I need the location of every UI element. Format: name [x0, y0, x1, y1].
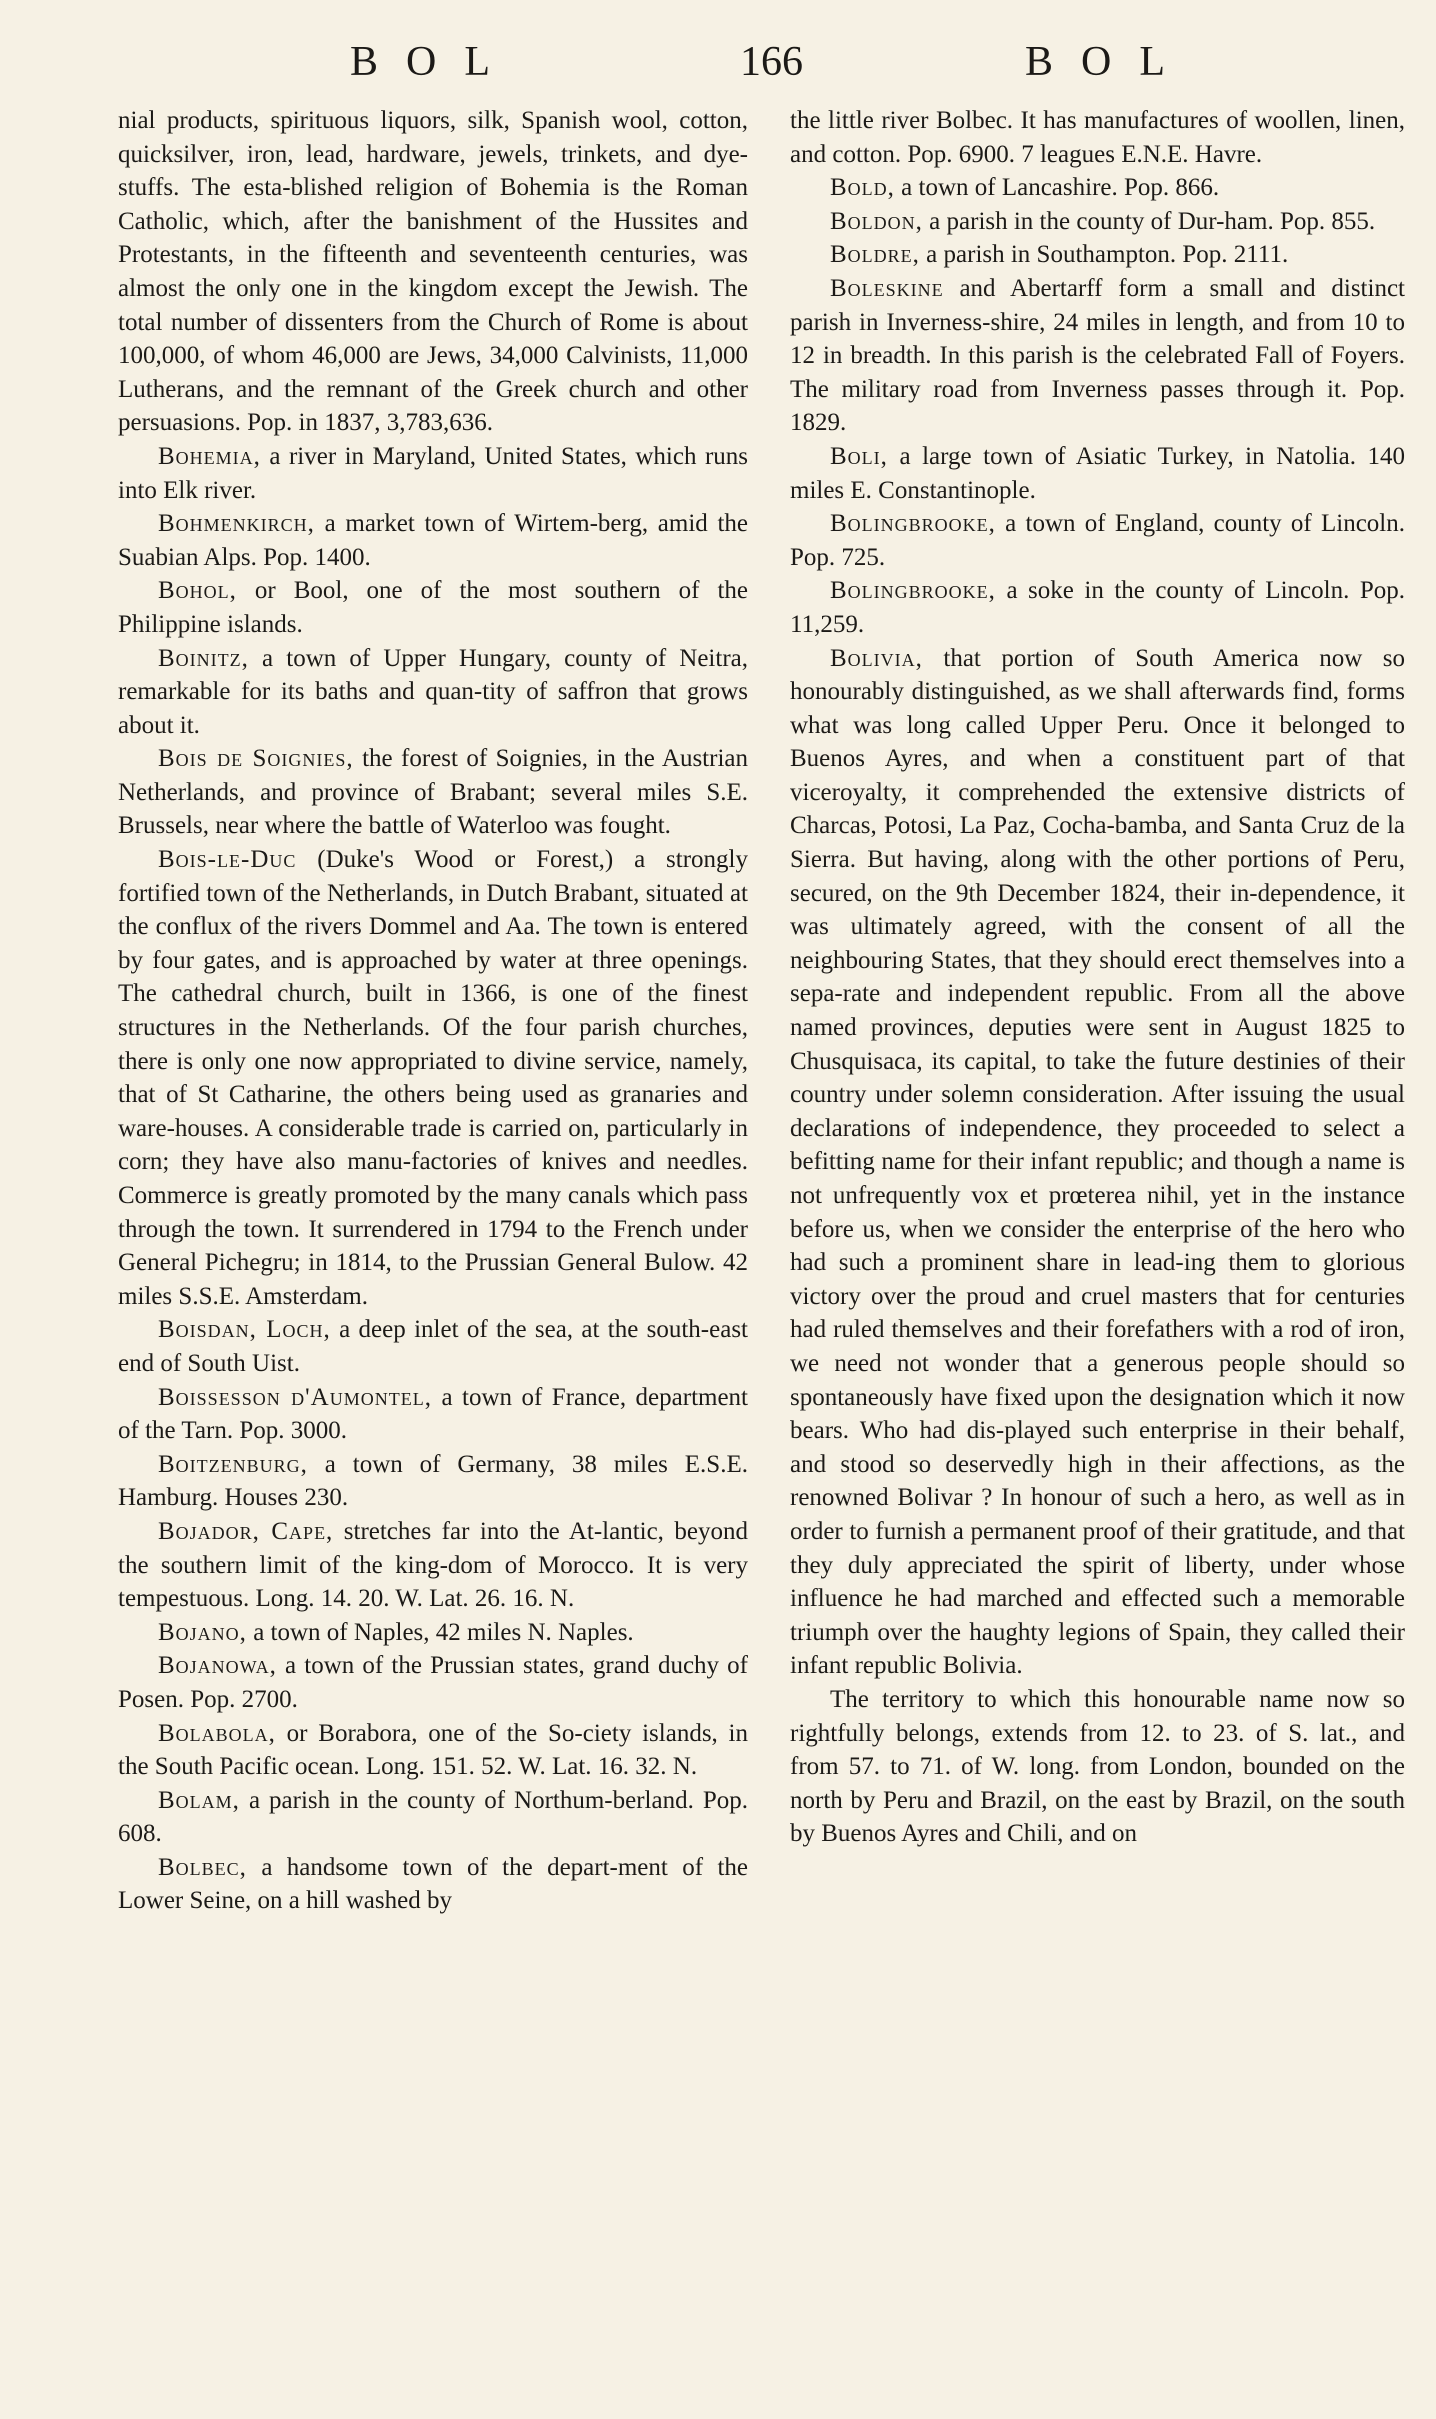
- right-column: [790, 104, 1405, 1851]
- entry-text: a parish in Southampton. Pop. 2111.: [919, 241, 1289, 269]
- entry: [118, 843, 748, 1313]
- entry-text: nial products, spirituous liquors, silk, Spanish wool, cotton, quicksilver, iron, lead, hardware, jewels, trinkets, and dye-stuffs. The esta-blished religion of Bohemia is the Roman Catholic, which, after the banishment of the Hussites and Protestants, in the fifteenth and seventeenth centuries, was almost the only one in the kingdom except the Jewish. The total number of dissenters from the Church of Rome is about 100,000, of whom 46,000 are Jews, 34,000 Calvinists, 11,000 Lutherans, and the remnant of the Greek church and other persuasions. Pop. in 1837, 3,783,636.: [118, 107, 748, 437]
- entry: [118, 507, 748, 574]
- entry: [790, 440, 1405, 507]
- entry-headword: Bolbec,: [158, 1853, 247, 1881]
- entry-text: or Bool, one of the most southern of the Philippine islands.: [118, 577, 748, 638]
- entry-headword: Boissesson d'Aumontel,: [158, 1383, 432, 1411]
- entry-text: a parish in the county of Northum-berland. Pop. 608.: [118, 1786, 748, 1848]
- entry-headword: Boinitz,: [158, 644, 249, 672]
- entry: [790, 642, 1405, 1683]
- page-number: 166: [740, 39, 803, 85]
- entry-headword: Bojanowa,: [158, 1652, 277, 1680]
- entry-headword: Bold,: [830, 174, 895, 202]
- entry-headword: Boleskine: [830, 274, 944, 302]
- entry: [118, 742, 748, 843]
- entry-headword: Bolingbrooke,: [830, 577, 996, 605]
- running-header: [110, 38, 1331, 98]
- entry-text: a market town of Wirtem-berg, amid the Suabian Alps. Pop. 1400.: [118, 510, 748, 571]
- entry-text: the forest of Soignies, in the Austrian Netherlands, and province of Brabant; several miles S.E. Brussels, near where the battle of Waterloo was fought.: [118, 745, 748, 840]
- entry-headword: Boli,: [830, 442, 888, 470]
- entry: [790, 574, 1405, 641]
- entry: [118, 1381, 748, 1448]
- entry: [118, 574, 748, 641]
- entry: [790, 238, 1405, 272]
- header-right-guide-word: BOL: [1025, 39, 1193, 85]
- entry-text: a town of the Prussian states, grand duchy of Posen. Pop. 2700.: [118, 1652, 748, 1713]
- entry: [118, 1851, 748, 1918]
- entry-headword: Bois de Soignies,: [158, 745, 354, 773]
- entry-text: a soke in the county of Lincoln. Pop. 11,259.: [790, 577, 1405, 638]
- entry-text: a town of France, department of the Tarn. Pop. 3000.: [118, 1383, 749, 1445]
- entry-text: and Abertarff form a small and distinct parish in Inverness-shire, 24 miles in length, and from 10 to 12 in breadth. In this parish is the celebrated Fall of Foyers. The military road from Inverness passes through it. Pop. 1829.: [790, 274, 1405, 437]
- entry-headword: Bohol,: [158, 577, 237, 605]
- entry-headword: Boisdan, Loch,: [158, 1316, 331, 1344]
- entry-headword: Boldre,: [830, 241, 920, 269]
- entry: [790, 272, 1405, 440]
- entry: [790, 171, 1405, 205]
- entry-headword: Bois-le-Duc: [158, 846, 297, 874]
- entry-headword: Bolabola,: [158, 1719, 276, 1747]
- entry-text: a river in Maryland, United States, which runs into Elk river.: [118, 442, 748, 504]
- entry-text: a town of Upper Hungary, county of Neitra, remarkable for its baths and quan-tity of saffron that grows about it.: [118, 644, 748, 739]
- entry: [118, 1515, 748, 1616]
- entry-text: a town of Germany, 38 miles E.S.E. Hamburg. Houses 230.: [118, 1450, 748, 1512]
- entry-headword: Bojano,: [158, 1618, 247, 1646]
- entry-text: (Duke's Wood or Forest,) a strongly fortified town of the Netherlands, in Dutch Brabant, situated at the conflux of the rivers Dommel and Aa. The town is entered by four gates, and is approached by water at three openings. The cathedral church, built in 1366, is one of the finest structures in the Netherlands. Of the four parish churches, there is only one now appropriated to divine service, namely, that of St Catharine, the others being used as granaries and ware-houses. A considerable trade is carried on, particularly in corn; they have also manu-factories of knives and needles. Commerce is greatly promoted by the many canals which pass through the town. It surrendered in 1794 to the French under General Pichegru; in 1814, to the Prussian General Bulow. 42 miles S.S.E. Amsterdam.: [118, 846, 748, 1310]
- entry-headword: Boldon,: [830, 207, 923, 235]
- entry-headword: Bolingbrooke,: [830, 510, 996, 538]
- entry: [118, 1717, 748, 1784]
- entry: [790, 507, 1405, 574]
- entry: [790, 205, 1405, 239]
- left-column: [118, 104, 748, 1918]
- entry: [118, 1784, 748, 1851]
- entry: [118, 642, 748, 743]
- entry: [790, 1683, 1405, 1851]
- entry-headword: Bohemia,: [158, 442, 261, 470]
- entry-text: a town of Lancashire. Pop. 866.: [894, 174, 1220, 202]
- entry-text: a handsome town of the depart-ment of the Lower Seine, on a hill washed by: [118, 1853, 748, 1915]
- entry: [118, 1649, 748, 1716]
- entry: [118, 1313, 748, 1380]
- entry: [118, 440, 748, 507]
- entry-text: a deep inlet of the sea, at the south-east end of South Uist.: [118, 1316, 749, 1377]
- entry: [118, 104, 748, 440]
- entry-text: that portion of South America now so honourably distinguished, as we shall afterwards find, forms what was long called Upper Peru. Once it belonged to Buenos Ayres, and when a constituent part of that viceroyalty, it comprehended the extensive districts of Charcas, Potosi, La Paz, Cocha-bamba, and Santa Cruz de la Sierra. But having, along with the other portions of Peru, secured, on the 9th December 1824, their in-dependence, it was ultimately agreed, with the consent of all the neighbouring States, that they should erect themselves into a sepa-rate and independent republic. From all the above named provinces, deputies were sent in August 1825 to Chusquisaca, its capital, to take the future destinies of their country under solemn consideration. After issuing the usual declarations of independence, they proceeded to select a befitting name for their infant republic; and though a name is not unfrequently vox et prœterea nihil, yet in the instance before us, when we consider the enterprise of the hero who had such a prominent share in lead-ing them to glorious victory over the proud and cruel masters that for centuries had ruled themselves and their forefathers with a rod of iron, we need not wonder that a generous people should so spontaneously have fixed upon the designation which it now bears. Who had dis-played such enterprise in their behalf, and stood so deservedly high in their affections, as the renowned Bolivar ? In honour of such a hero, as well as in order to furnish a permanent proof of their gratitude, and that they duly appreciated the spirit of liberty, under whose influence he had marched and effected such a memorable triumph over the haughty legions of Spain, they called their infant republic Bolivia.: [790, 644, 1405, 1680]
- entry-text: a parish in the county of Dur-ham. Pop. 855.: [922, 207, 1376, 235]
- header-left-guide-word: BOL: [350, 39, 518, 85]
- entry: [118, 1448, 748, 1515]
- entry: [118, 1616, 748, 1650]
- entry: [790, 104, 1405, 171]
- entry-text: or Borabora, one of the So-ciety islands, in the South Pacific ocean. Long. 151. 52. W. Lat. 16. 32. N.: [118, 1719, 748, 1781]
- entry-text: a large town of Asiatic Turkey, in Natolia. 140 miles E. Constantinople.: [790, 442, 1405, 504]
- entry-text: The territory to which this honourable name now so rightfully belongs, extends from 12. to 23. of S. lat., and from 57. to 71. of W. long. from London, bounded on the north by Peru and Brazil, on the east by Brazil, on the south by Buenos Ayres and Chili, and on: [790, 1685, 1405, 1848]
- entry-text: stretches far into the At-lantic, beyond the southern limit of the king-dom of Morocco. It is very tempestuous. Long. 14. 20. W. Lat. 26. 16. N.: [118, 1517, 748, 1613]
- entry-text: a town of England, county of Lincoln. Pop. 725.: [790, 510, 1405, 571]
- entry-headword: Bohmenkirch,: [158, 510, 315, 538]
- entry-text: a town of Naples, 42 miles N. Naples.: [246, 1618, 634, 1646]
- entry-headword: Boitzenburg,: [158, 1450, 308, 1478]
- entry-headword: Bolivia,: [830, 644, 923, 672]
- entry-text: the little river Bolbec. It has manufactures of woollen, linen, and cotton. Pop. 6900. 7 leagues E.N.E. Havre.: [790, 107, 1405, 168]
- entry-headword: Bojador, Cape,: [158, 1517, 334, 1545]
- entry-headword: Bolam,: [158, 1786, 240, 1814]
